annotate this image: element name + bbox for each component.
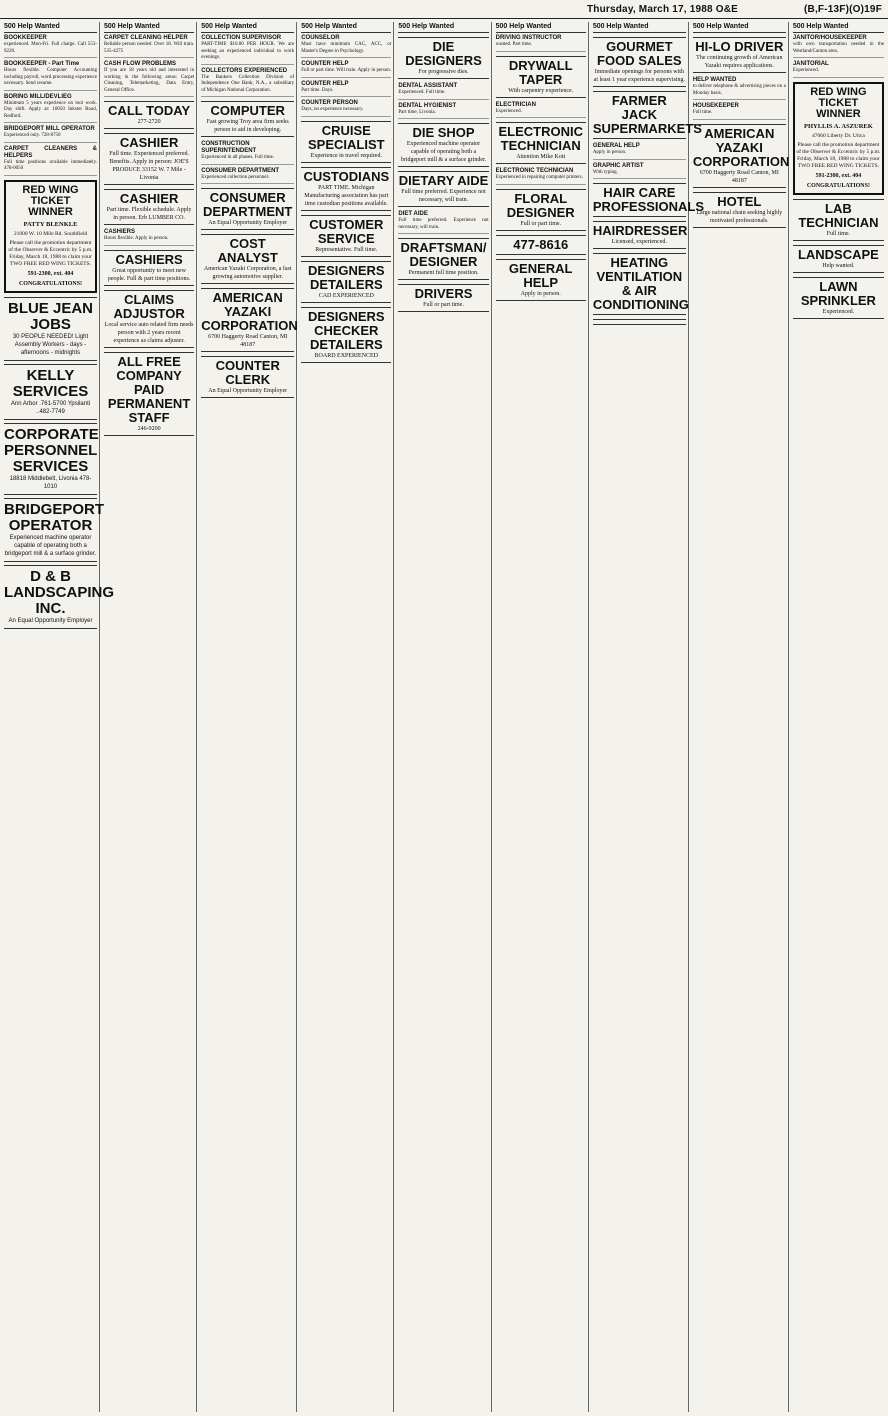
display-ad-text: Full or part time.	[423, 302, 464, 308]
display-ad-heading: CLAIMS ADJUSTOR	[113, 291, 185, 321]
column-9	[791, 22, 886, 1412]
winner-instructions: Please call the promotion department of the Observer & Eccentric by 5 p.m. Friday, March 18, 1988 to claim your TWO FREE RED WING TICKETS.	[8, 239, 93, 267]
header-rule	[0, 18, 888, 19]
display-ad	[496, 56, 586, 98]
display-ad-text: Help wanted.	[822, 262, 855, 269]
ad-body: Hours flexible. Apply in person.	[104, 236, 169, 241]
column-1	[2, 22, 115, 1412]
winner-phone: 591-2300, ext. 404	[815, 172, 862, 179]
display-ad-heading: ALL FREE COMPANY PAID PERMANENT STAFF	[107, 353, 191, 425]
display-ad	[301, 261, 391, 303]
classified-ad	[104, 61, 194, 97]
ad-body: with own transportation needed in the Westland/Canton area.	[792, 42, 884, 54]
ad-body: Full time preferred. Experience not necessary, will train.	[398, 218, 489, 230]
ad-body: Experienced collection personnel.	[201, 174, 270, 180]
display-ad-heading: COST ANALYST	[217, 236, 278, 265]
ad-body: Experienced. Full time.	[398, 90, 446, 95]
classified-ad	[398, 211, 488, 234]
classified-ad	[496, 35, 586, 52]
display-ad-text: 30 PEOPLE NEEDED! Light Assembly Workers - days - afternoons - midnights	[12, 333, 89, 356]
ad-title: DRIVING INSTRUCTOR	[495, 35, 562, 41]
display-ad	[4, 565, 115, 629]
page-date: Thursday, March 17, 1988 O&E	[586, 4, 738, 15]
ad-title: ELECTRONIC TECHNICIAN	[495, 168, 574, 174]
ad-body: Experienced.	[495, 108, 522, 114]
display-ad-heading: DESIGNERS CHECKER DETAILERS	[308, 308, 385, 352]
display-ad	[398, 37, 488, 79]
ad-title: COUNTER HELP	[301, 80, 349, 87]
display-ad-heading: CASHIER	[119, 191, 179, 206]
ad-title: CASH FLOW PROBLEMS	[104, 61, 176, 67]
display-ad	[693, 192, 786, 228]
classified-columns	[2, 22, 886, 1412]
display-ad	[398, 123, 488, 167]
display-ad	[104, 101, 194, 129]
display-ad	[692, 124, 790, 188]
display-ad-heading: CASHIERS	[115, 251, 183, 267]
column-4	[299, 22, 394, 1412]
display-ad-heading: BRIDGEPORT OPERATOR	[4, 500, 105, 534]
display-ad-heading: FARMER JACK SUPERMARKETS	[592, 93, 702, 136]
display-ad	[104, 250, 194, 286]
display-ad-heading: DRYWALL TAPER	[508, 57, 573, 87]
display-ad	[793, 277, 884, 319]
column-heading: 500 Help Wanted	[793, 22, 884, 33]
display-ad	[4, 498, 105, 562]
display-ad-heading: HI-LO DRIVER	[695, 39, 784, 54]
ad-title: BOOKKEEPER	[4, 35, 47, 41]
display-ad-text: American Yazaki Corporation, a fast growing automotive supplier.	[203, 266, 292, 280]
display-ad	[793, 245, 884, 273]
winner-heading: RED WING TICKET WINNER	[22, 183, 79, 218]
ad-title: CONSUMER DEPARTMENT	[201, 167, 280, 174]
ad-title: COUNSELOR	[301, 35, 340, 41]
ad-body: Full time.	[692, 110, 713, 115]
display-ad-text: 6700 Haggerty Road Canton, MI 48187	[699, 169, 779, 184]
display-ad	[593, 37, 686, 87]
display-ad	[398, 171, 488, 207]
winner-address: 21000 W. 10 Mile Rd. Southfield	[13, 230, 88, 237]
ad-title: DIET AIDE	[398, 211, 428, 217]
ad-title: BRIDGEPORT MILL OPERATOR	[4, 126, 95, 132]
classified-ad	[4, 35, 97, 58]
ad-title: GENERAL HELP	[592, 143, 640, 149]
display-ad-text: An Equal Opportunity Employer	[208, 388, 288, 394]
classified-ad	[201, 168, 294, 185]
display-ad	[301, 121, 391, 163]
display-ad-heading: CRUISE SPECIALIST	[308, 122, 385, 152]
display-ad	[104, 290, 194, 348]
display-ad	[4, 297, 97, 361]
display-ad-heading: DRAFTSMAN/ DESIGNER	[400, 240, 487, 269]
display-ad-text: BOARD EXPERIENCED	[314, 352, 379, 359]
ad-body: to deliver telephone & advertising pieces on a Monday basis.	[692, 84, 786, 96]
ad-body: Experienced only. 728-8750	[4, 133, 61, 138]
ad-title: COUNTER PERSON	[301, 100, 358, 106]
ad-body: Experienced in all phases. Full time.	[201, 155, 275, 160]
display-ad-heading: CORPORATE PERSONNEL SERVICES	[4, 425, 99, 475]
display-ad	[104, 133, 194, 185]
winner-congrats: CONGRATULATIONS!	[18, 280, 83, 287]
display-ad-heading: LANDSCAPE	[797, 246, 879, 262]
display-ad-heading: CASHIER	[119, 135, 179, 150]
display-ad-text: Immediate openings for persons with at least 1 year experience supervising.	[593, 69, 685, 83]
display-ad	[496, 122, 586, 164]
ad-title: GRAPHIC ARTIST	[592, 162, 644, 169]
ad-body: wanted. Part time.	[495, 42, 532, 47]
display-ad-heading: DIETARY AIDE	[398, 173, 489, 188]
classified-ad	[496, 168, 586, 185]
ad-body: PART-TIME $10.00 PER HOUR. We are seeking an experienced individual to work evenings.	[201, 42, 295, 60]
display-ad-heading: HAIR CARE PROFESSIONALS	[592, 185, 705, 214]
classified-ad	[4, 61, 97, 91]
display-ad-heading: COMPUTER	[210, 103, 285, 118]
display-ad-text: Full time.	[826, 230, 851, 237]
display-ad	[593, 319, 686, 325]
winner-name: PHYLLIS A. ASZUREK	[803, 122, 873, 130]
display-ad-text: Representative. Full time.	[315, 246, 378, 253]
ad-title: JANITORIAL	[792, 61, 829, 67]
display-ad-text: The continuing growth of American Yazaki requires applications.	[696, 55, 783, 69]
display-ad-text: Apply in person.	[520, 290, 561, 297]
classified-ad	[793, 35, 884, 58]
classified-ad	[301, 35, 391, 58]
ad-title: BORING MILL/DEVLIEG	[4, 93, 72, 100]
display-ad-text: An Equal Opportunity Employer	[208, 220, 288, 226]
column-3	[199, 22, 297, 1412]
display-ad-heading: CUSTODIANS	[303, 168, 390, 184]
display-ad-heading: D & B LANDSCAPING INC.	[4, 567, 115, 617]
ad-body: If you are 18 years old and interested in working in the following areas: Carpet Cleaning, Telemarketing, Data Entry, General Office.	[104, 68, 195, 93]
display-ad	[201, 101, 294, 137]
display-ad	[4, 423, 97, 495]
column-2	[102, 22, 197, 1412]
column-heading: 500 Help Wanted	[496, 22, 586, 33]
ad-body: Experienced.	[792, 68, 820, 73]
column-5	[396, 22, 491, 1412]
classified-ad	[793, 61, 884, 78]
display-ad	[201, 356, 294, 398]
display-ad-heading: AMERICAN YAZAKI CORPORATION	[692, 125, 790, 169]
display-ad-text: Part time. Flexible schedule. Apply in person. Erb LUMBER CO.	[106, 207, 192, 221]
display-ad-text: Fast growing Troy area firm seeks person to aid in developing.	[206, 119, 289, 133]
display-ad	[301, 167, 391, 211]
display-ad	[4, 364, 97, 420]
display-ad-heading: DIE SHOP	[412, 125, 475, 140]
display-ad-text: 246-9200	[137, 425, 161, 432]
display-ad-heading: HOTEL	[717, 193, 762, 209]
classified-ad	[693, 77, 786, 100]
ad-title: COUNTER HELP	[301, 61, 349, 67]
classified-ad	[593, 163, 686, 180]
display-ad-heading: LAB TECHNICIAN	[798, 200, 879, 230]
ad-body: With typing.	[592, 169, 618, 175]
classified-ad	[201, 141, 294, 165]
classified-ad	[4, 126, 97, 143]
display-ad-text: 6700 Haggerty Road Canton, MI 48187	[208, 334, 288, 348]
display-ad-text: Full time. Experienced preferred. Benefits. Apply in person: JOE'S PRODUCE 33152 W. 7 Mile - Livonia	[109, 151, 189, 181]
display-ad	[693, 37, 786, 73]
ticket-winner-box	[4, 180, 97, 293]
display-ad-text: Attention Mike Kott	[516, 154, 566, 160]
column-heading: 500 Help Wanted	[104, 22, 194, 33]
winner-phone: 591-2300, ext. 404	[27, 270, 74, 277]
ad-title: JANITOR/HOUSEKEEPER	[792, 35, 867, 41]
classified-ad	[301, 61, 391, 78]
display-ad-text: Experienced machine operator capable of operating both a bridgeport mill & a surface grinder.	[400, 141, 487, 163]
winner-heading: RED WING TICKET WINNER	[810, 85, 867, 120]
page-code: (B,F-13F)(O)19F	[804, 4, 882, 15]
display-ad	[398, 238, 488, 280]
ad-title: DENTAL HYGIENIST	[398, 102, 457, 109]
display-ad	[592, 183, 705, 217]
display-ad-text: Experienced.	[822, 308, 855, 315]
ad-body: Part time, Livonia.	[398, 109, 436, 115]
display-ad-heading: DRIVERS	[414, 286, 473, 301]
display-ad	[301, 307, 391, 363]
ad-body: Must have minimum CAC, ACC, or Master's Degree in Psychology.	[301, 42, 392, 54]
classified-ad	[201, 68, 294, 98]
classified-ad	[301, 81, 391, 98]
classified-ad	[398, 103, 488, 120]
ad-title: HELP WANTED	[692, 77, 737, 83]
ad-body: Reliable person needed. Over 18. Will train. 535-4275	[104, 42, 195, 54]
display-ad-text: 18818 Middlebelt, Livonia 478-1010	[9, 475, 92, 490]
classified-ad	[398, 83, 488, 100]
display-ad	[592, 91, 702, 139]
display-ad-text: Full time preferred. Experience not necessary, will train.	[401, 189, 486, 203]
column-6	[494, 22, 589, 1412]
display-ad-heading: LAWN SPRINKLER	[800, 278, 876, 308]
ad-body: experienced. Mon-Fri. Full charge. Call 553-9220.	[4, 42, 97, 54]
display-ad-heading: GENERAL HELP	[508, 260, 573, 290]
display-ad-heading: KELLY SERVICES	[12, 366, 89, 400]
display-ad-heading: DESIGNERS DETAILERS	[308, 262, 385, 292]
column-heading: 500 Help Wanted	[398, 22, 488, 33]
display-ad-heading: 477-8616	[513, 236, 569, 252]
display-ad-text: With carpentry experience.	[508, 87, 574, 94]
display-ad	[496, 235, 586, 255]
display-ad-text: CAD EXPERIENCED	[318, 292, 374, 299]
display-ad-text: Experienced machine operator capable of operating both a bridgeport mill & a surface grinder.	[4, 534, 97, 557]
display-ad-text: Experience in travel required.	[310, 152, 382, 159]
ad-title: DENTAL ASSISTANT	[398, 83, 458, 89]
column-heading: 500 Help Wanted	[301, 22, 391, 33]
classified-ad	[693, 103, 786, 120]
winner-congrats: CONGRATULATIONS!	[806, 182, 870, 189]
ad-title: CONSTRUCTION SUPERINTENDENT	[201, 141, 257, 154]
ad-body: Experienced in repairing computer printers.	[495, 175, 583, 180]
ad-title: COLLECTION SUPERVISOR	[201, 35, 282, 41]
classified-ad	[4, 94, 97, 124]
ad-body: Days, no experience necessary.	[301, 107, 364, 112]
column-heading: 500 Help Wanted	[201, 22, 294, 33]
ad-title: CASHIERS	[104, 229, 136, 235]
classified-ad	[301, 100, 391, 117]
display-ad-heading: AMERICAN YAZAKI CORPORATION	[201, 290, 298, 333]
display-ad-heading: ELECTRONIC TECHNICIAN	[498, 124, 583, 153]
column-8	[691, 22, 789, 1412]
ad-body: Hours flexible. Computer Accounting including payroll, word processing experience necessary. Send resume.	[4, 68, 97, 86]
ad-body: Part time. Days.	[301, 87, 334, 93]
display-ad	[104, 189, 194, 225]
display-ad-heading: CALL TODAY	[108, 103, 191, 118]
display-ad	[201, 234, 294, 284]
display-ad	[301, 215, 391, 257]
display-ad-text: Great opportunity to meet new people. Full & part time positions.	[107, 267, 191, 282]
ad-body: Apply in person.	[592, 150, 627, 155]
winner-name: PATTY BLENKLE	[23, 220, 78, 228]
display-ad-heading: HEATING VENTILATION & AIR CONDITIONING	[592, 255, 689, 312]
display-ad	[201, 188, 294, 230]
display-ad-text: Permanent full time position.	[408, 270, 479, 276]
ad-body: Full or part time. Will train. Apply in person.	[301, 68, 392, 73]
classified-ad	[104, 229, 194, 246]
display-ad-heading: DIE DESIGNERS	[405, 39, 482, 68]
ad-title: CARPET CLEANING HELPER	[104, 35, 188, 41]
ticket-winner-box	[793, 82, 884, 195]
display-ad-heading: CONSUMER DEPARTMENT	[203, 190, 293, 219]
display-ad-text: Full or part time.	[520, 220, 562, 227]
display-ad	[793, 199, 884, 241]
display-ad-text: 277-2720	[137, 119, 161, 125]
display-ad	[496, 189, 586, 231]
ad-body: Full time positions available immediately. 478-0050	[4, 159, 97, 171]
ad-title: ELECTRICIAN	[495, 101, 536, 108]
display-ad	[593, 221, 686, 249]
display-ad-heading: HAIRDRESSER	[592, 223, 688, 238]
column-heading: 500 Help Wanted	[4, 22, 97, 33]
display-ad-heading: FLORAL DESIGNER	[506, 190, 575, 220]
classified-ad	[593, 143, 686, 160]
display-ad-text: Large national chain seeking highly motivated professionals.	[696, 209, 783, 224]
ad-title: HOUSEKEEPER	[692, 103, 739, 109]
display-ad-heading: BLUE JEAN JOBS	[7, 299, 93, 333]
classified-ad	[104, 35, 194, 58]
classified-ad	[4, 146, 97, 176]
display-ad-text: Local service auto related firm needs person with 2 years recent experience as claims adjuster.	[104, 321, 194, 344]
display-ad-text: An Equal Opportunity Employer	[8, 617, 93, 624]
display-ad	[201, 288, 298, 352]
ad-title: COLLECTORS EXPERIENCED	[201, 67, 288, 74]
display-ad	[104, 352, 194, 436]
display-ad	[496, 259, 586, 301]
ad-body: Minimum 5 years experience on tool work. Day shift. Apply at: 10050 Inkster Road, Redford.	[4, 100, 97, 119]
display-ad-text: Ann Arbor .761-5700 Ypsilanti ..482-7749	[10, 400, 91, 415]
display-ad-text: PART TIME. Michigan Manufacturing association has part time custodian positions available.	[304, 184, 389, 207]
column-heading: 500 Help Wanted	[593, 22, 686, 33]
ad-title: BOOKKEEPER - Part Time	[4, 61, 80, 67]
ad-title: CARPET CLEANERS & HELPERS	[4, 145, 97, 159]
column-heading: 500 Help Wanted	[693, 22, 786, 33]
winner-address: 47060 Liberty Dr. Utica	[811, 132, 865, 139]
display-ad	[398, 284, 488, 312]
display-ad-text: For progressive dies.	[418, 69, 469, 75]
ad-body: The Bankers Collection Division of Independence One Bank, N.A., a subsidiary of Michigan National Corporation.	[201, 74, 295, 93]
classified-ad	[201, 35, 294, 65]
display-ad-heading: CUSTOMER SERVICE	[309, 216, 384, 246]
display-ad	[592, 253, 689, 315]
winner-instructions: Please call the promotion department of the Observer & Eccentric by 5 p.m. Friday, March 18, 1988 to claim your TWO FREE RED WING TICKETS.	[796, 141, 881, 169]
display-ad-text: Licensed, experienced.	[611, 239, 667, 245]
display-ad-heading: COUNTER CLERK	[215, 358, 280, 387]
classified-ad	[496, 102, 586, 119]
display-ad-heading: GOURMET FOOD SALES	[597, 39, 682, 68]
